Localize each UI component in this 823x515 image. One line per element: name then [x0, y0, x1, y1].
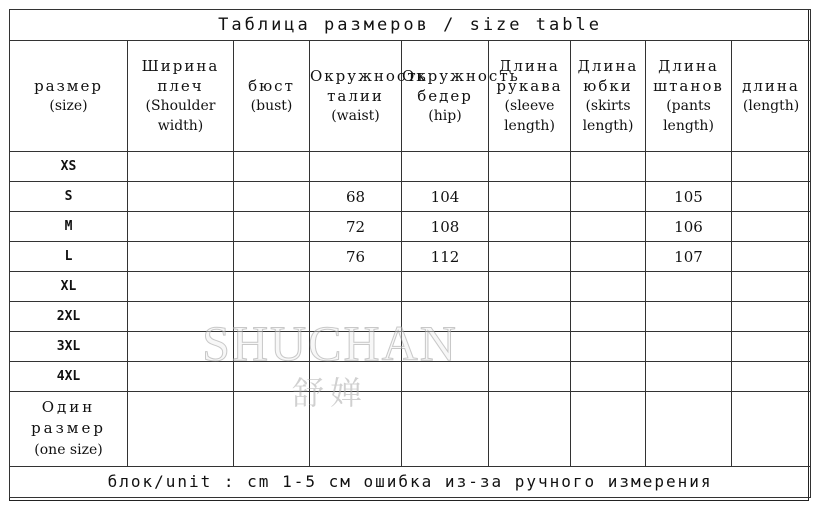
table-cell [489, 182, 571, 212]
column-header-ru: Длина штанов [653, 57, 724, 95]
one-size-label [10, 392, 128, 467]
table-cell [310, 302, 402, 332]
table-cell [310, 392, 402, 467]
table-cell [234, 242, 310, 272]
table-row [10, 182, 811, 212]
table-row [10, 302, 811, 332]
table-cell [489, 302, 571, 332]
table-cell [646, 272, 732, 302]
table-cell [571, 362, 646, 392]
table-cell [128, 392, 234, 467]
column-header-en: (skirts length) [582, 98, 634, 134]
table-cell [646, 362, 732, 392]
table-row-one-size [10, 392, 811, 467]
column-header [489, 41, 571, 152]
table-cell [732, 182, 811, 212]
table-cell: 68 [310, 182, 402, 212]
watermark-chinese: 舒婵 [291, 374, 368, 412]
column-header [10, 41, 128, 152]
column-header-ru: Длина юбки [577, 57, 639, 95]
table-cell [128, 152, 234, 182]
column-header-en: (Shoulder width) [145, 98, 216, 134]
table-cell [234, 332, 310, 362]
table-cell [310, 362, 402, 392]
table-row [10, 212, 811, 242]
table-cell [489, 272, 571, 302]
table-cell [732, 212, 811, 242]
column-header-ru: Длина рукава [496, 57, 563, 95]
table-cell [402, 362, 489, 392]
table-cell [732, 242, 811, 272]
table-cell [234, 302, 310, 332]
size-cell: XS [10, 152, 128, 182]
column-header-ru: Окружность талии [310, 67, 428, 105]
table-cell: 104 [402, 182, 489, 212]
column-header [310, 41, 428, 152]
size-cell: L [10, 242, 128, 272]
table-cell: 76 [310, 242, 402, 272]
size-cell: 3XL [10, 332, 128, 362]
table-cell [234, 212, 310, 242]
table-cell [732, 392, 811, 467]
column-header-ru: Окружность бедер [402, 67, 520, 105]
table-cell [234, 362, 310, 392]
table-cell [571, 392, 646, 467]
table-cell [646, 332, 732, 362]
table-cell [732, 332, 811, 362]
table-cell [489, 332, 571, 362]
watermark-latin: SHUCHAN [202, 315, 458, 371]
table-cell [571, 242, 646, 272]
table-cell [128, 212, 234, 242]
table-cell [489, 392, 571, 467]
table-cell: 112 [402, 242, 489, 272]
column-header-en: (hip) [428, 108, 462, 124]
column-header-ru: размер [34, 77, 103, 95]
table-cell [128, 362, 234, 392]
size-cell: XL [10, 272, 128, 302]
table-title: Таблица размеров / size table [10, 10, 811, 41]
table-cell [571, 182, 646, 212]
table-cell: 107 [646, 242, 732, 272]
table-cell [234, 152, 310, 182]
column-header-en: (size) [49, 98, 88, 114]
table-cell [571, 152, 646, 182]
one-size-ru: Один размер [31, 398, 106, 437]
size-cell: S [10, 182, 128, 212]
table-cell [571, 302, 646, 332]
table-cell [234, 272, 310, 302]
size-cell: 4XL [10, 362, 128, 392]
column-header [571, 41, 646, 152]
table-cell [732, 362, 811, 392]
table-footer: блок/unit : cm 1-5 см ошибка из-за ручного измерения [10, 467, 811, 498]
table-cell [402, 332, 489, 362]
one-size-en: (one size) [34, 442, 103, 458]
table-row [10, 152, 811, 182]
table-cell [571, 212, 646, 242]
column-header [128, 41, 234, 152]
table-cell [234, 182, 310, 212]
table-cell [489, 362, 571, 392]
column-header-en: (length) [742, 98, 800, 114]
column-header [402, 41, 520, 152]
table-cell [402, 302, 489, 332]
size-cell: M [10, 212, 128, 242]
table-cell [732, 152, 811, 182]
table-cell: 72 [310, 212, 402, 242]
table-cell: 108 [402, 212, 489, 242]
table-cell [571, 332, 646, 362]
column-header [234, 41, 310, 152]
column-header-ru: Ширина плеч [141, 57, 220, 95]
table-cell [402, 392, 489, 467]
table-cell [402, 152, 489, 182]
table-cell: 106 [646, 212, 732, 242]
table-row [10, 362, 811, 392]
table-cell [489, 212, 571, 242]
table-cell [128, 242, 234, 272]
header-row [10, 41, 811, 152]
table-row [10, 242, 811, 272]
table-row [10, 272, 811, 302]
column-header [732, 41, 811, 152]
column-header [646, 41, 732, 152]
table-cell [310, 152, 402, 182]
table-cell [646, 152, 732, 182]
column-header-en: (bust) [250, 98, 293, 114]
table-cell [646, 392, 732, 467]
column-header-ru: длина [742, 77, 800, 95]
table-cell [234, 392, 310, 467]
table-cell [489, 242, 571, 272]
table-cell [128, 272, 234, 302]
table-cell [310, 272, 402, 302]
table-cell [732, 302, 811, 332]
column-header-en: (waist) [331, 108, 380, 124]
table-cell [571, 272, 646, 302]
table-cell [310, 332, 402, 362]
table-cell [128, 302, 234, 332]
column-header-ru: бюст [248, 77, 295, 95]
table-cell [128, 182, 234, 212]
table-cell [732, 272, 811, 302]
table-cell: 105 [646, 182, 732, 212]
size-table [9, 9, 811, 498]
table-cell [646, 302, 732, 332]
size-cell: 2XL [10, 302, 128, 332]
column-header-en: (pants length) [663, 98, 714, 134]
table-cell [402, 272, 489, 302]
table-row [10, 332, 811, 362]
table-cell [489, 152, 571, 182]
table-cell [128, 332, 234, 362]
column-header-en: (sleeve length) [504, 98, 555, 134]
